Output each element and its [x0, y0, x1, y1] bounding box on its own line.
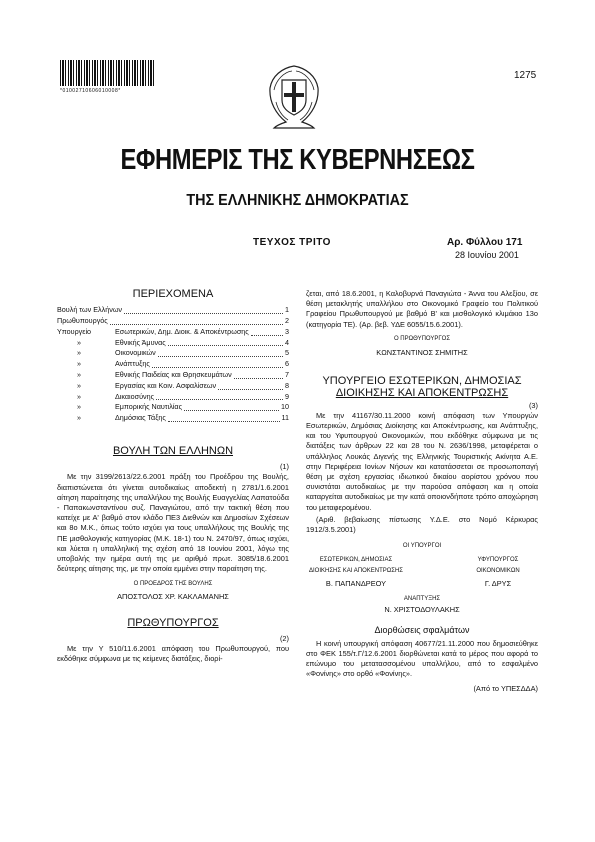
section-number: (2) — [279, 634, 289, 644]
errata-heading: Διορθώσεις σφαλμάτων — [374, 625, 470, 636]
signer-title: ΕΣΩΤΕΡΙΚΩΝ, ΔΗΜΟΣΙΑΣ ΔΙΟΙΚΗΣΗΣ ΚΑΙ ΑΠΟΚΕΝΤΡΩΣΗΣ — [308, 557, 403, 574]
ministry-text: Με την 41167/30.11.2000 κοινή απόφαση των Υπουργών Εσωτερικών, Δημόσιας Διοίκησης και Αποκέντρωσης, και Ανάπτυξης, και του Υφυπουργού Οικονομικών, που εκδόθηκε σύμφωνα με τις διατάξεις των άρθρων 22 και 28 του Ν. 2636/1998, μεταφέρεται ο υπάλληλος Λουκάς Διγενής της Ελληνικής Τουριστικής Ακίνητα Α.Ε. στην Περιφέρεια Ιονίων Νήσων και κατατάσσεται σε προσωποπαγή θέση με σχέση εργασίας ιδιωτικού δικαίου αορίστου χρόνου που συνιστάται αυτοδικαίως με την παρούσα απόφαση και η οποία καταργείται αυτοδικαίως με την κατά οποιονδήποτε τρόπο αποχώρηση του μεταφερομένου. — [306, 410, 538, 512]
toc-item: » Εθνικής Άμυνας 4 — [77, 337, 289, 347]
signer-name: ΚΩΝΣΤΑΝΤΙΝΟΣ ΣΗΜΙΤΗΣ — [376, 348, 468, 358]
gazette-subtitle: ΤΗΣ ΕΛΛΗΝΙΚΗΣ ΔΗΜΟΚΡΑΤΙΑΣ — [186, 192, 409, 209]
toc-item: » Εμπορικής Ναυτιλίας 10 — [77, 402, 289, 412]
section-heading-vouli: ΒΟΥΛΗ ΤΩΝ ΕΛΛΗΝΩΝ — [112, 444, 234, 457]
coat-of-arms-icon — [262, 62, 326, 132]
toc-item: Βουλή των Ελλήνων 1 — [57, 305, 289, 315]
errata-text: Η κοινή υπουργική απόφαση 40677/21.11.2000 που δημοσιεύθηκε στο ΦΕΚ 155/τ.Γ/12.6.2001 διορθώνεται κατά το μέρος που αφορά το επώνυμο του μετατασσομένου υπαλλήλου, από το εσφαλμένο «Φονίνης» στο ορθό «Φονίνης». — [306, 638, 538, 679]
signer-name: ΑΠΟΣΤΟΛΟΣ ΧΡ. ΚΑΚΛΑΜΑΝΗΣ — [117, 591, 229, 601]
signer-title: ΑΝΑΠΤΥΞΗΣ — [403, 596, 441, 603]
ministry-heading-2: ΔΙΟΙΚΗΣΗΣ ΚΑΙ ΑΠΟΚΕΝΤΡΩΣΗΣ — [335, 387, 509, 400]
sheet-number: Αρ. Φύλλου 171 — [447, 237, 523, 248]
issue-label: ΤΕΥΧΟΣ ΤΡΙΤΟ — [253, 237, 331, 248]
toc-item: » Εργασίας και Κοιν. Ασφαλίσεων 8 — [77, 380, 289, 390]
pm-text: Με την Υ 510/11.6.2001 απόφαση του Πρωθυπουργού, που εκδόθηκε σύμφωνα με τις κείμενες διατάξεις, διορί- — [57, 644, 289, 664]
signer-role: Ο ΠΡΩΘΥΠΟΥΡΓΟΣ — [393, 335, 451, 342]
signer-name: Γ. ΔΡΥΣ — [484, 578, 512, 588]
toc-item: » Εθνικής Παιδείας και Θρησκευμάτων 7 — [77, 369, 289, 379]
signer-name: Ν. ΧΡΙΣΤΟΔΟΥΛΑΚΗΣ — [384, 605, 460, 615]
barcode — [60, 60, 155, 86]
signer-role: Ο ΠΡΟΕΔΡΟΣ ΤΗΣ ΒΟΥΛΗΣ — [133, 581, 213, 588]
toc-heading: ΠΕΡΙΕΧΟΜΕΝΑ — [132, 288, 214, 300]
toc-item: » Ανάπτυξης 6 — [77, 359, 289, 369]
ministry-certificate: (Αριθ. βεβαίωσης πίστωσης Υ.Δ.Ε. στο Νομό Κέρκυρας 1912/3.5.2001) — [306, 514, 538, 535]
page-number: 1275 — [514, 70, 537, 81]
barcode-number: *01002710606010008* — [60, 88, 121, 94]
continued-text: ζεται, από 18.6.2001, η Καλοβυρνά Παναγιώτα - Άννα του Αλεξίου, σε θέση μετακλητής υπαλλήλου στο Οικονομικό Γραφείο του Πολιτικού Γραφείου Πρωθυπουργού με βαθμό Β' και μισθολογικό κλιμάκιο 13ο (κατηγορία ΤΕ). (Αρ. βεβ. ΥΔΕ 6055/15.6.2001). — [306, 289, 538, 329]
errata-source: (Από το ΥΠΕΣΔΔΑ) — [473, 683, 538, 693]
vouli-text: Με την 3199/2613/22.6.2001 πράξη του Προέδρου της Βουλής, διαπιστώνεται ότι γίνεται αυτοδικαίως αποδεκτή η 2781/1.6.2001 αίτηση παραίτησης της υπαλλήλου της Βουλής Ευαγγελίας Λαπατούδα - Παπακωνσταντίνου συζ. Παναγιώτου, από την τακτική θέση που κατείχε με Α' βαθμό στον κλάδο ΠΕ3 Διεθνών και Δημοσίων Σχέσεων και 8ο Μ.Κ., όπως τούτο ισχύει για τους υπαλλήλους της Βουλής της ΠΕ μισθολογικής κατηγορίας (Μ.Κ. 18-1) του Ν. 2470/97, όπως ισχύει, και λύεται η υπαλληλική της σχέση από 18 Ιουνίου 2001, λόγω της υποβολής την ημέρα αυτή της με αριθμό πρωτ. 3085/18.6.2001 δεύτερης αίτησης της, με την οποία εμμένει στην παραίτηση της. — [57, 472, 289, 574]
toc-item: » Δικαιοσύνης 9 — [77, 391, 289, 401]
signers-role: ΟΙ ΥΠΟΥΡΓΟΙ — [402, 543, 442, 550]
section-number: (1) — [279, 462, 289, 472]
section-number: (3) — [528, 400, 538, 410]
section-heading-pm: ΠΡΩΘΥΠΟΥΡΓΟΣ — [127, 616, 219, 629]
toc-item: » Οικονομικών 5 — [77, 348, 289, 358]
left-column — [57, 289, 289, 665]
toc-list — [57, 305, 289, 424]
toc-item: » Δημόσιας Τάξης 11 — [77, 413, 289, 423]
toc-item: Υπουργείο Εσωτερικών, Δημ. Διοικ. & Αποκέντρωσης 3 — [57, 326, 289, 336]
signer-name: Β. ΠΑΠΑΝΔΡΕΟΥ — [325, 578, 387, 588]
right-column — [306, 289, 538, 694]
signer-title: ΥΦΥΠΟΥΡΓΟΣ ΟΙΚΟΝΟΜΙΚΩΝ — [476, 557, 520, 574]
issue-date: 28 Ιουνίου 2001 — [455, 250, 519, 260]
toc-item: Πρωθυπουργός 2 — [57, 316, 289, 325]
gazette-title: ΕΦΗΜΕΡΙΣ ΤΗΣ ΚΥΒΕΡΝΗΣΕΩΣ — [120, 144, 475, 176]
ministry-heading: ΥΠΟΥΡΓΕΙΟ ΕΣΩΤΕΡΙΚΩΝ, ΔΗΜΟΣΙΑΣ — [322, 375, 522, 388]
signatures — [306, 555, 538, 589]
